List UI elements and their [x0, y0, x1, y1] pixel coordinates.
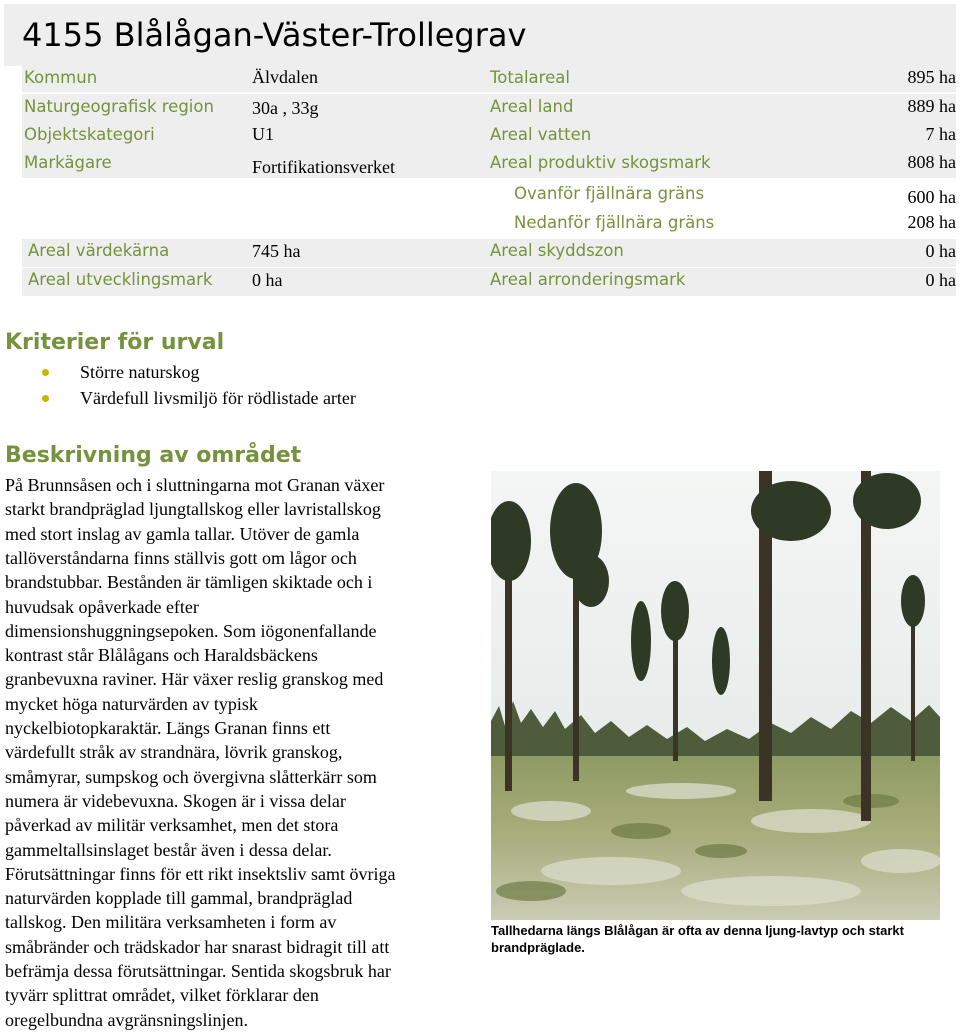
forest-photo-image — [491, 471, 940, 920]
forest-photo — [491, 471, 940, 920]
description-line: nyckelbiotopkaraktär. Längs Granan finns ett — [5, 718, 331, 738]
fact-value: Älvdalen — [252, 67, 318, 87]
facts-row — [22, 239, 956, 267]
description-line: tallskog. Den militära verksamheten i form av — [5, 912, 337, 933]
fact-value: U1 — [252, 124, 274, 144]
description-line: befrämja dessa förutsättningar. Sentida skogsbruk har — [5, 961, 391, 981]
fact-label: Areal värdekärna — [28, 241, 170, 260]
page-title: 4155 Blålågan-Väster-Trollegrav — [22, 16, 527, 54]
facts-row — [22, 209, 956, 237]
criteria-item: Större naturskog — [80, 362, 200, 382]
fact-value: 889 ha — [907, 96, 956, 116]
photo-caption: Tallhedarna längs Blålågan är ofta av denna ljung-lavtyp och starkt brandpräglade. — [491, 923, 904, 955]
description-line: brandstubbar. Bestånden är tämligen skiktade och i — [5, 572, 373, 593]
description-line: starkt brandpräglad ljungtallskog eller lavristallskog — [5, 499, 381, 520]
fact-label: Markägare — [24, 153, 112, 172]
facts-row — [22, 122, 956, 150]
description-line: numera är videbevuxna. Skogen är i vissa delar — [5, 790, 346, 811]
facts-row — [22, 94, 956, 122]
fact-value: 745 ha — [252, 241, 301, 261]
description-line: småmyrar, sumpskog och övergivna slåtterkärr som — [5, 766, 377, 787]
fact-label: Objektskategori — [24, 125, 155, 144]
fact-label: Kommun — [24, 68, 98, 87]
fact-value: 0 ha — [252, 270, 283, 290]
bullet-icon — [42, 395, 49, 402]
fact-label: Ovanför fjällnära gräns — [514, 184, 705, 203]
description-line: med stort inslag av gamla tallar. Utöver de gamla — [5, 523, 360, 544]
fact-label: Areal vatten — [490, 125, 592, 144]
fact-label: Areal produktiv skogsmark — [490, 153, 711, 172]
criteria-heading: Kriterier för urval — [5, 330, 225, 355]
fact-value: 0 ha — [925, 241, 956, 261]
fact-label: Areal arronderingsmark — [490, 270, 686, 289]
fact-value: 600 ha — [907, 187, 956, 207]
description-line: naturvärden kopplade till gammal, brandpräglad — [5, 888, 353, 909]
description-line: småbränder och trädskador har snarast bidragit till att — [5, 936, 390, 957]
description-line: oregelbundna avgränsningslinjen. — [5, 1009, 248, 1030]
fact-label: Areal skyddszon — [490, 241, 624, 260]
facts-row — [22, 180, 956, 208]
description-line: tyvärr splittrat området, vilket förklarar den — [5, 985, 319, 1006]
description-heading: Beskrivning av området — [5, 443, 302, 468]
description-line: mycket höga naturvärden av typisk — [5, 693, 258, 714]
fact-label: Areal land — [490, 97, 574, 116]
description-line: Förutsättningar finns för ett rikt insektsliv samt övriga — [5, 863, 396, 884]
description-line: huvudsak opåverkade efter — [5, 596, 199, 617]
description-line: kontrast står Blålågans och Haraldsbäckens — [5, 645, 318, 666]
facts-row — [22, 268, 956, 296]
description-line: värdefullt stråk av strandnära, lövrik granskog, — [5, 742, 343, 763]
fact-label: Naturgeografisk region — [24, 97, 214, 116]
fact-value: 7 ha — [925, 124, 956, 144]
facts-row — [22, 150, 956, 178]
fact-value: Fortifikationsverket — [252, 157, 395, 177]
description-line: gammeltallsinslaget består även i dessa delar. — [5, 839, 332, 860]
facts-row — [22, 64, 956, 92]
fact-label: Areal utvecklingsmark — [28, 270, 213, 289]
criteria-item: Värdefull livsmiljö för rödlistade arter — [80, 388, 356, 408]
description-line: tallöverståndarna finns ställvis gott om lågor och — [5, 547, 357, 568]
fact-label: Nedanför fjällnära gräns — [514, 213, 715, 232]
fact-value: 895 ha — [907, 67, 956, 87]
fact-value: 30a , 33g — [252, 98, 319, 118]
description-line: dimensionshuggningsepoken. Som iögonenfallande — [5, 620, 377, 641]
fact-value: 208 ha — [907, 212, 956, 232]
fact-value: 808 ha — [907, 152, 956, 172]
description-line: påverkad av militär verksamhet, men det stora — [5, 815, 339, 836]
description-line: På Brunnsåsen och i sluttningarna mot Granan växer — [5, 475, 385, 495]
fact-value: 0 ha — [925, 270, 956, 290]
description-line: granbevuxna raviner. Här växer reslig granskog med — [5, 669, 384, 690]
fact-label: Totalareal — [490, 68, 570, 87]
bullet-icon — [42, 369, 49, 376]
